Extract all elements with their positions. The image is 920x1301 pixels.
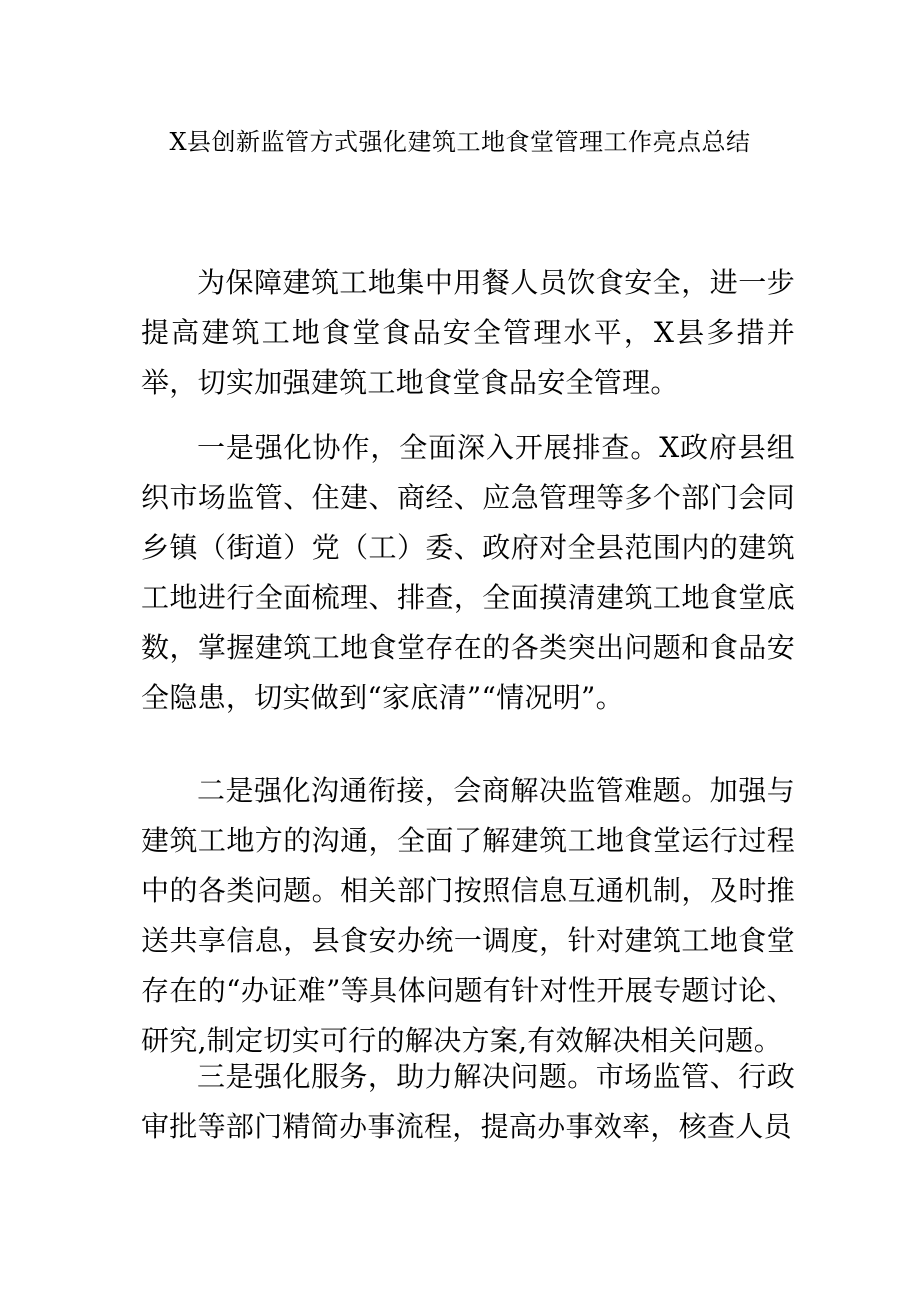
paragraph-point-two: 二是强化沟通衔接，会商解决监管难题。加强与建筑工地方的沟通，全面了解建筑工地食堂运行过程中的各类问题。相关部门按照信息互通机制，及时推送共享信息，县食安办统一调度，针对建筑工地食堂存在的“办证难”等具体问题有针对性开展专题讨论、研究,制定切实可行的解决方案,有效解决相关问题。 [141,774,795,1057]
paragraph-point-one: 一是强化协作，全面深入开展排查。X政府县组织市场监管、住建、商经、应急管理等多个部门会同乡镇（街道）党（工）委、政府对全县范围内的建筑工地进行全面梳理、排查，全面摸清建筑工地食堂底数，掌握建筑工地食堂存在的各类突出问题和食品安全隐患，切实做到“家底清”“情况明”。 [141,431,795,714]
document-title: X县创新监管方式强化建筑工地食堂管理工作亮点总结 [169,128,751,156]
paragraph-intro: 为保障建筑工地集中用餐人员饮食安全，进一步提高建筑工地食堂食品安全管理水平，X县多措并举，切实加强建筑工地食堂食品安全管理。 [141,266,795,399]
paragraph-point-three: 三是强化服务，助力解决问题。市场监管、行政审批等部门精简办事流程，提高办事效率，核查人员 [141,1060,795,1143]
